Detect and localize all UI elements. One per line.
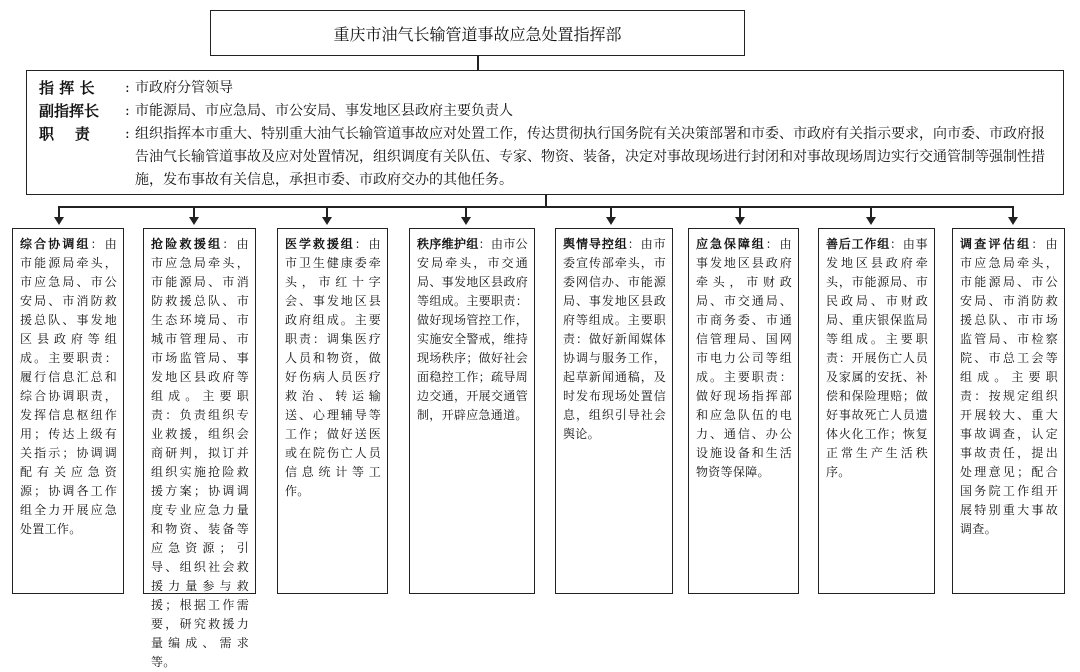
group-description: 由事发地区县政府牵头，市能源局、市民政局、市财政局、重庆银保监局等组成。主要职责：开展伤亡人员及家属的安抚、补偿和保险理赔；做好事故死亡人员遗体火化工作；恢复正常生产生活秩序。 — [826, 237, 928, 479]
arrow-down-icon — [461, 217, 471, 225]
group-description: 由市应急局牵头，市能源局、市消防救援总队、市生态环境局、市城市管理局、市市场监管局、事发地区县政府等组成。主要职责：负责组织专业救援，组织会商研判，拟订并组织实施抢险救援方案；协调调度专业应急力量和物资、装备等应急资源；引导、组织社会救援力量参与救援；根据工作需要，研究救援力量编成、需求等。 — [151, 237, 249, 669]
headquarters-title: 重庆市油气长输管道事故应急处置指挥部 — [333, 24, 622, 44]
group-name: 医学救援组 — [285, 237, 355, 251]
deputy-row: 副指挥长 : 市能源局、市应急局、市公安局、事发地区县政府主要负责人 — [39, 100, 1053, 123]
commander-row: 指 挥 长 : 市政府分管领导 — [39, 77, 1053, 100]
arrow-down-icon — [54, 217, 64, 225]
working-group-box: 医学救援组：由市卫生健康委牵头，市红十字会、事发地区县政府组成。主要职责：调集医疗人员和物资，做好伤病人员医疗救治、转运输送、心理辅导等工作；做好送医或在院伤亡人员信息统计等工作。 — [277, 228, 388, 594]
group-name: 调查评估组 — [960, 237, 1032, 251]
arrow-down-icon — [606, 217, 616, 225]
group-description: 由市公安局牵头，市交通局、事发地区县政府等组成。主要职责：做好现场管控工作，实施安全警戒，维持现场秩序；做好社会面稳控工作；疏导周边交通，开展交通管制，开辟应急通道。 — [417, 237, 528, 422]
connector-top — [477, 56, 479, 70]
working-group-box: 善后工作组：由事发地区县政府牵头，市能源局、市民政局、市财政局、重庆银保监局等组成。主要职责：开展伤亡人员及家属的安抚、补偿和保险理赔；做好事故死亡人员遗体火化工作；恢复正常生产生活秩序。 — [818, 228, 935, 594]
group-description: 由市委宣传部牵头，市委网信办、市能源局、事发地区县政府等组成。主要职责：做好新闻媒体协调与服务工作，起草新闻通稿，及时发布现场处置信息，组织引导社会舆论。 — [563, 237, 666, 441]
group-description: 由市应急局牵头，市能源局、市公安局、市消防救援总队、市市场监管局、市检察院、市总工会等组成。主要职责：按规定组织开展较大、重大事故调查，认定事故责任，提出处理意见；配合国务院工作组开展特别重大事故调查。 — [960, 237, 1058, 536]
arrow-down-icon — [322, 217, 332, 225]
group-name: 抢险救援组 — [151, 237, 223, 251]
arrow-down-icon — [866, 217, 876, 225]
working-group-box: 舆情导控组：由市委宣传部牵头，市委网信办、市能源局、事发地区县政府等组成。主要职责：做好新闻媒体协调与服务工作，起草新闻通稿，及时发布现场处置信息，组织引导社会舆论。 — [555, 228, 673, 594]
duties-value: 组织指挥本市重大、特别重大油气长输管道事故应对处置工作，传达贯彻执行国务院有关决策部署和市委、市政府有关指示要求，向市委、市政府报告油气长输管道事故及应对处置情况，组织调度有关队伍、专家、物资、装备，决定对事故现场进行封闭和对事故现场周边实行交通管制等强制性措施，发布事故有关信息，承担市委、市政府交办的其他任务。 — [135, 126, 1045, 188]
commander-value: 市政府分管领导 — [135, 80, 233, 96]
working-group-box: 综合协调组：由市能源局牵头，市应急局、市公安局、市消防救援总队、事发地区县政府等组成。主要职责：履行信息汇总和综合协调职责，发挥信息枢纽作用；传达上级有关指示；协调调配有关应急资源；协调各工作组全力开展应急处置工作。 — [12, 228, 124, 594]
duties-label: 职 责 — [39, 125, 90, 143]
working-group-box: 应急保障组：由事发地区县政府牵头，市财政局、市交通局、市商务委、市通信管理局、国网市电力公司等组成。主要职责：做好现场指挥部和应急队伍的电力、通信、办公设施设备和生活物资等保障。 — [688, 228, 799, 594]
group-description: 由市卫生健康委牵头，市红十字会、事发地区县政府组成。主要职责：调集医疗人员和物资，做好伤病人员医疗救治、转运输送、心理辅导等工作；做好送医或在院伤亡人员信息统计等工作。 — [285, 237, 381, 498]
working-group-box: 抢险救援组：由市应急局牵头，市能源局、市消防救援总队、市生态环境局、市城市管理局、市市场监管局、事发地区县政府等组成。主要职责：负责组织专业救援，组织会商研判，拟订并组织实施抢险救援方案；协调调度专业应急力量和物资、装备等应急资源；引导、组织社会救援力量参与救援；根据工作需要，研究救援力量编成、需求等。 — [143, 228, 256, 594]
commander-label: 指 挥 长 — [39, 79, 95, 97]
deputy-value: 市能源局、市应急局、市公安局、事发地区县政府主要负责人 — [135, 103, 513, 119]
group-description: 由事发地区县政府牵头，市财政局、市交通局、市商务委、市通信管理局、国网市电力公司等组成。主要职责：做好现场指挥部和应急队伍的电力、通信、办公设施设备和生活物资等保障。 — [696, 237, 792, 479]
arrow-down-icon — [1008, 217, 1018, 225]
group-name: 舆情导控组 — [563, 237, 628, 251]
duties-row: 职 责 : 组织指挥本市重大、特别重大油气长输管道事故应对处置工作，传达贯彻执行国务院有关决策部署和市委、市政府有关指示要求，向市委、市政府报告油气长输管道事故及应对处置情况，组织调度有关队伍、专家、物资、装备，决定对事故现场进行封闭和对事故现场周边实行交通管制等强制性措施，发布事故有关信息，承担市委、市政府交办的其他任务。 — [39, 123, 1053, 192]
deputy-label: 副指挥长 — [39, 102, 100, 120]
arrow-down-icon — [189, 217, 199, 225]
working-group-box: 秩序维护组：由市公安局牵头，市交通局、事发地区县政府等组成。主要职责：做好现场管控工作，实施安全警戒，维持现场秩序；做好社会面稳控工作；疏导周边交通，开展交通管制，开辟应急通道。 — [409, 228, 535, 594]
connector-horizontal-bus — [58, 206, 1012, 208]
group-description: 由市能源局牵头，市应急局、市公安局、市消防救援总队、事发地区县政府等组成。主要职责：履行信息汇总和综合协调职责，发挥信息枢纽作用；传达上级有关指示；协调调配有关应急资源；协调各工作组全力开展应急处置工作。 — [20, 237, 117, 536]
leadership-info-box — [26, 70, 1064, 195]
group-name: 善后工作组 — [826, 237, 891, 251]
command-headquarters-box — [210, 10, 745, 56]
group-name: 综合协调组 — [20, 237, 91, 251]
working-group-box: 调查评估组：由市应急局牵头，市能源局、市公安局、市消防救援总队、市市场监管局、市检察院、市总工会等组成。主要职责：按规定组织开展较大、重大事故调查，认定事故责任，提出处理意见；配合国务院工作组开展特别重大事故调查。 — [952, 228, 1065, 594]
arrow-down-icon — [735, 217, 745, 225]
group-name: 应急保障组 — [696, 237, 766, 251]
group-name: 秩序维护组 — [417, 237, 479, 251]
